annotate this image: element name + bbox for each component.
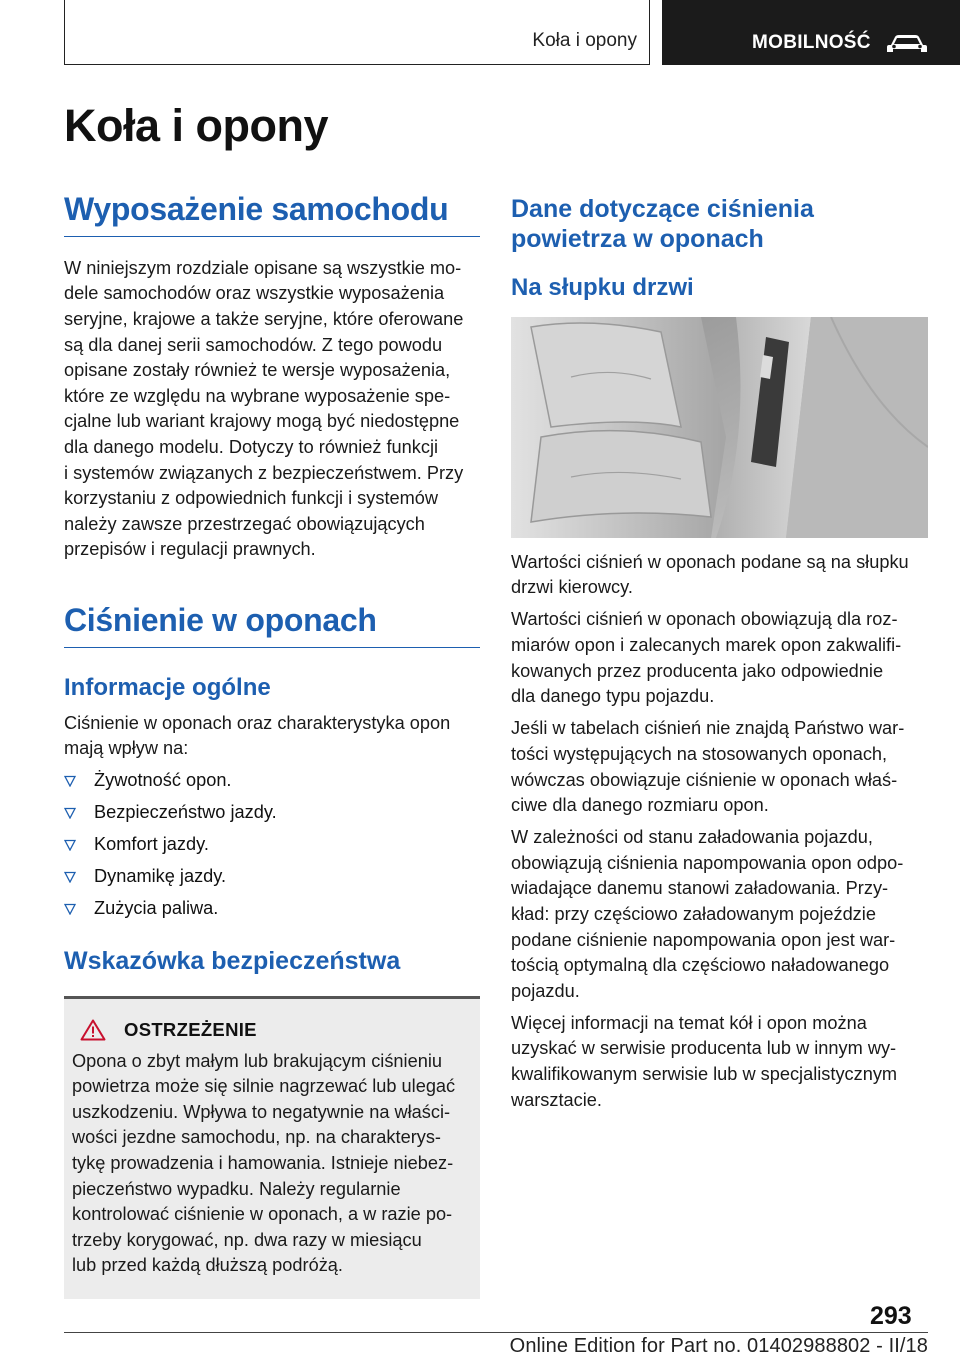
safety-note-heading: Wskazówka bezpieczeństwa [64, 946, 401, 975]
equipment-heading: Wyposażenie samochodu [64, 192, 480, 237]
text-line: wości jezdne samochodu, np. na charakterys‐ [72, 1127, 441, 1148]
list-item: Żywotność opon. [64, 768, 480, 794]
text-line: dele samochodów oraz wszystkie wyposażenia [64, 283, 445, 304]
text-line: należy zawsze przestrzegać obowiązujących [64, 513, 425, 534]
text-line: ciwe dla danego rozmiaru opon. [511, 795, 769, 816]
page-number: 293 [870, 1302, 912, 1330]
text-line: trzeby korygować, np. dwa razy w miesiącu [72, 1229, 422, 1250]
text-line: cjalne lub wariant krajowy mogą być niedostępne [64, 411, 460, 432]
load-state-paragraph [511, 825, 928, 1004]
missing-values-paragraph [511, 716, 928, 818]
warning-triangle-icon [80, 1019, 106, 1041]
text-line: Wartości ciśnień w oponach podane są na słupku [511, 551, 909, 572]
page-title: Koła i opony [64, 100, 328, 151]
text-line: drzwi kierowcy. [511, 577, 633, 598]
text-line: które ze względu na wybrane wyposażenie spe‐ [64, 385, 451, 406]
tire-pressure-heading: Ciśnienie w oponach [64, 603, 480, 648]
text-line: kwalifikowanym serwisie lub w specjalistycznym [511, 1064, 898, 1085]
text-line: kład: przy częściowo załadowanym pojeździe [511, 904, 876, 925]
door-pillar-illustration [511, 317, 928, 538]
right-column [511, 190, 928, 1113]
text-line: tości występujących na stosowanych oponach, [511, 743, 888, 764]
left-column [64, 190, 480, 1299]
text-line: mają wpływ na: [64, 738, 189, 759]
general-info-intro [64, 711, 480, 762]
header-section-box [64, 0, 650, 65]
text-line: dla danego modelu. Dotyczy to również funkcji [64, 436, 439, 457]
text-line: powietrza może się silnie nagrzewać lub ulegać [72, 1076, 456, 1097]
influence-list [64, 768, 480, 922]
text-line: pieczeństwo wypadku. Należy regularnie [72, 1178, 401, 1199]
triangle-bullet-icon [64, 903, 76, 915]
text-line: korzystaniu z odpowiednich funkcji i systemów [64, 488, 439, 509]
text-line: kontrolować ciśnienie w oponach, a w razie po‐ [72, 1204, 453, 1225]
triangle-bullet-icon [64, 839, 76, 851]
text-line: W zależności od stanu załadowania pojazdu, [511, 827, 873, 848]
warning-text [72, 1049, 468, 1279]
text-line: dla danego typu pojazdu. [511, 686, 715, 707]
text-line: miarów opon i zalecanych marek opon zakwalifi‐ [511, 635, 902, 656]
triangle-bullet-icon [64, 871, 76, 883]
text-line: Wartości ciśnień w oponach obowiązują dla roz‐ [511, 609, 898, 630]
text-line: Więcej informacji na temat kół i opon można [511, 1012, 867, 1033]
text-line: wówczas obowiązuje ciśnienie w oponach właś‐ [511, 769, 898, 790]
text-line: opisane zostały również te wersje wyposażenia, [64, 360, 451, 381]
triangle-bullet-icon [64, 775, 76, 787]
text-line: obowiązują ciśnienia napompowania opon odpo‐ [511, 852, 904, 873]
car-icon [885, 31, 929, 55]
list-item: Dynamikę jazdy. [64, 864, 480, 890]
text-line: lub przed każdą dłuższą podróżą. [72, 1255, 343, 1276]
list-item: Komfort jazdy. [64, 832, 480, 858]
text-line: Ciśnienie w oponach oraz charakterystyka opon [64, 712, 451, 733]
text-line: uzyskać w serwisie producenta lub w innym wy‐ [511, 1038, 897, 1059]
warning-title: OSTRZEŻENIE [124, 1018, 257, 1040]
triangle-bullet-icon [64, 807, 76, 819]
text-line: seryjne, krajowe a także seryjne, które oferowane [64, 309, 464, 330]
pressure-data-heading: Dane dotyczące ciśnienia powietrza w oponach [511, 195, 814, 253]
text-line: Jeśli w tabelach ciśnień nie znajdą Państwo war‐ [511, 718, 905, 739]
text-line: W niniejszym rozdziale opisane są wszystkie mo‐ [64, 257, 462, 278]
text-line: warsztacie. [511, 1089, 602, 1110]
text-line: i systemów związanych z bezpieczeństwem. Przy [64, 462, 464, 483]
general-info-heading: Informacje ogólne [64, 673, 271, 701]
warning-header [80, 1019, 468, 1041]
text-line: Opona o zbyt małym lub brakującym ciśnieniu [72, 1050, 442, 1071]
text-line: tykę prowadzenia i hamowania. Istnieje niebez‐ [72, 1153, 454, 1174]
list-item: Bezpieczeństwo jazdy. [64, 800, 480, 826]
text-line: wiadające danemu stanowi załadowania. Przy‐ [511, 878, 889, 899]
text-line: są dla danej serii samochodów. Z tego powodu [64, 334, 443, 355]
text-line: tością optymalną dla częściowo naładowanego [511, 955, 890, 976]
footer-divider [64, 1332, 928, 1333]
pillar-location-paragraph [511, 550, 928, 601]
validity-paragraph [511, 607, 928, 709]
header-section-title: Koła i opony [532, 30, 637, 51]
footer-edition: Online Edition for Part no. 01402988802 - II/18 [509, 1335, 928, 1357]
list-item: Zużycia paliwa. [64, 896, 480, 922]
more-info-paragraph [511, 1011, 928, 1113]
equipment-paragraph [64, 256, 480, 563]
door-pillar-heading: Na słupku drzwi [511, 274, 694, 301]
text-line: kowanych przez producenta jako odpowiednie [511, 660, 884, 681]
text-line: uszkodzeniu. Wpływa to negatywnie na właści‐ [72, 1101, 451, 1122]
text-line: przepisów i regulacji prawnych. [64, 539, 316, 560]
text-line: podane ciśnienie napompowania opon jest war‐ [511, 929, 896, 950]
header-chapter-label: MOBILNOŚĆ [752, 31, 871, 53]
header-chapter-tab [662, 0, 960, 65]
text-line: pojazdu. [511, 980, 580, 1001]
warning-box [64, 996, 480, 1299]
